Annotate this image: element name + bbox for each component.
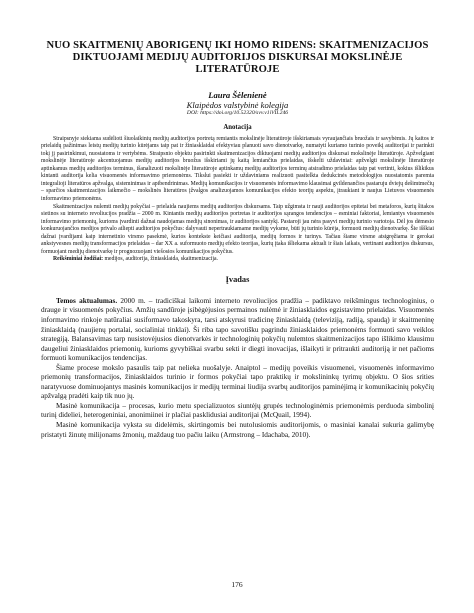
abstract-paragraph: Straipsnyje siekiama sudėlioti šiuolaikinių medijų auditorijos portretą remiantis mokslinėje literatūroje išskiriamais vyraujančiais bruožais ir savybėmis. Jų kaitos ir prielaidų pažinimas leistų medijų turinio kūrėjams taip pat ir žiniasklaidai efektyviau planuoti savo dienotvarkę, numatyti kuriamo turinio poveikį auditorijai ir parinkti tokį jį pasirinkimui, nuostatoms ir vertybėms. Straipsnio objektu pasirinkti skaitmenizacijos diktuojami medijų auditorijos diskursai mokslinėje literatūroje. Apžvelgiant mokslinėje literatūroje akcentuojamus medijų auditorijos bruožus išskiriami jų kaitą lemiančius prielaidas, išskelti uždaviniai: apžvelgti mokslinėje literatūroje aptinkamus medijų auditorijos terminus, išanalizuoti mokslinėje literatūroje aptinkamų medijų auditorijos terminų atsiradimo prielaidas taip pat vertinti, kokius išlikikus kintanti auditorija kelia visuomenės informavimo priemonėms. Tikslui pasiekti ir uždaviniams realizuoti pasitelkta dedukcinės metodologijos nuostatomis paremta integralioji literatūros apžvalga, sisteminimas ir apibendrinimas. Medijų komunikacijos ir visuomenės informavimo klausimai gvildenančios pastaruju dviejų dešimtmečių – sparčios skaitmenizacijos laikmečio – mokslinės literatūros įžvalgos analizuojamos komunikacijos efekto teorijų aspektu, įtraukiant ir naujus Lietuvos visuomenės informavimo priemonėms. (41, 135, 434, 202)
lead-text: 2000 m. – tradiciškai laikomi interneto revoliucijos pradžia – padiktavo reikšmingus technologinius, o drauge ir visuomenės pokyčius. Amžių sandūroje įsibėgėjusios permainos nulėmė ir žiniasklaidos egzistavimo prielaidas. Visuomenės informavimo rinkoje natūraliai susiformavo takoskyra, tarsi atskyrusi tradicinę žiniasklaidą (televiziją, radiją, spaudą) ir skaitmeninę žiniasklaidą (naujienų portalai, socialiniai tinklai). Ši riba tapo savotišku pagrindu žiniasklaidos priemonėms formuoti savo veiklos strategiją. Balansavimas tarp nusistovėjusios dienotvarkės ir technologinių pokyčių nulemtos skaitmenizacijos tapo išlikimo klausimu daugeliui žiniasklaidos priemonių, kurioms gyvybiškai svarbu sekti ir diegti inovacijas, išlaikyti ir pritraukti auditoriją ir net pačioms formuoti komunikacijos tendencijas. (41, 296, 434, 363)
article-title: NUO SKAITMENIŲ ABORIGENŲ IKI HOMO RIDENS: SKAITMENIZACIJOS DIKTUOJAMI MEDIJŲ AUDITORIJOS DISKURSAI MOKSLINĖJE LITERATŪROJE (46, 40, 429, 76)
abstract-paragraph: Skaitmenizacijos nulemti medijų pokyčiai – prielaida naujiems medijų auditorijos diskursams. Taip užgimsta ir nauji auditorijos epitetai bei metaforos, kurių šitakos sietinos su interneto revoliucijos pradžia – 2000 m. Kintantis medijų auditorijos portretas ir auditorijos sąrangos tendencijos – esminiai faktoriai, lemiantys visuomenės informavimo priemonių, kurioms įvardinti dažnai naudojamas medijų sinonimas, ir auditorijos santykį. Pastaroji jau nėra pasyvi medijų turinio vartotoja. Dėl jos dėmesio konkuruojančios medijos privalo atliepti auditorijos pokyčius: dalyvauti nepertraukiamame medijų vyksme, būti jų turinio kūrėja, formuoti medijų dienotvarkę. Šie išškiai dažnai įvardijami kaip internetinio virsmo pasekmė, kurios kontekste keičiasi auditorija, medijų formos ir turinys. Tačiau šiame virsme atsigręžiama ir gerokai ankstyvesnes medijų transformacijos prielaidas – dar XX a. suformuoto medijų efekto teorijas, kurių įtaka išliekama aktuali ir šiais laikais, vertinant auditorijos diskursus, formuojant medijų dienotvarkę ir prognozuojant viešosios komunikacijos pokyčius. (41, 203, 434, 255)
author-name: Laura Šėlenienė (208, 89, 267, 100)
abstract-heading: Anotacija (223, 123, 252, 131)
author-affiliation: Klaipėdos valstybinė kolegija (186, 99, 289, 110)
body-paragraph (41, 297, 434, 364)
keywords-text: medijos, auditorija, žiniasklaida, skaitmenizacija. (103, 256, 218, 263)
section-heading-intro: Įvadas (225, 274, 250, 284)
keywords-line (41, 256, 434, 264)
body-paragraph: Masinė komunikacija – procesas, kurio metu specializuotos siuntėjų grupės technologinėmis priemonėmis perduoda simbolinį turinį dideliei, heterogeniniai, anonimiinei ir plačiai pasklidusiai auditorijai (McQuail, 1994). (41, 401, 434, 420)
body-paragraph: Masinė komunikacija vyksta su didelėmis, skirtingomis bei nutolusiomis auditorijomis, o masiniai kanalai sukuria galimybę pristatyti žinutę milijonams žmonių, maždaug tuo pačiu laiku (Armstrong – Idachaba, 2010). (41, 421, 434, 439)
lead-bold: Temos aktualumas. (56, 296, 118, 305)
body-paragraph: Šiame procese mokslo pasaulis taip pat nelieka nuošalyje. Anaiptol – medijų poveikis visuomenei, visuomenės informavimo priemonių transformacijos, žiniasklaidos turinio ir formos pokyčiai tapo praktikų ir mokslininkų tyrimų objektu. O šios srities naratyvuose dominuojantys masinės komunikacijos ir medijų terminai liudija svarbų auditorijos paminėjimą ir komunikacinių pokyčių apžvalgą pradėti kaip tik nuo jų. (41, 363, 434, 401)
page-number: 176 (231, 580, 243, 589)
doi-line: DOI: https://doi.org/10.52320/svv.v1iVII.246 (186, 109, 289, 116)
keywords-label: Reikšminiai žodžiai: (53, 256, 103, 263)
abstract (41, 136, 434, 264)
intro-body (41, 297, 434, 440)
